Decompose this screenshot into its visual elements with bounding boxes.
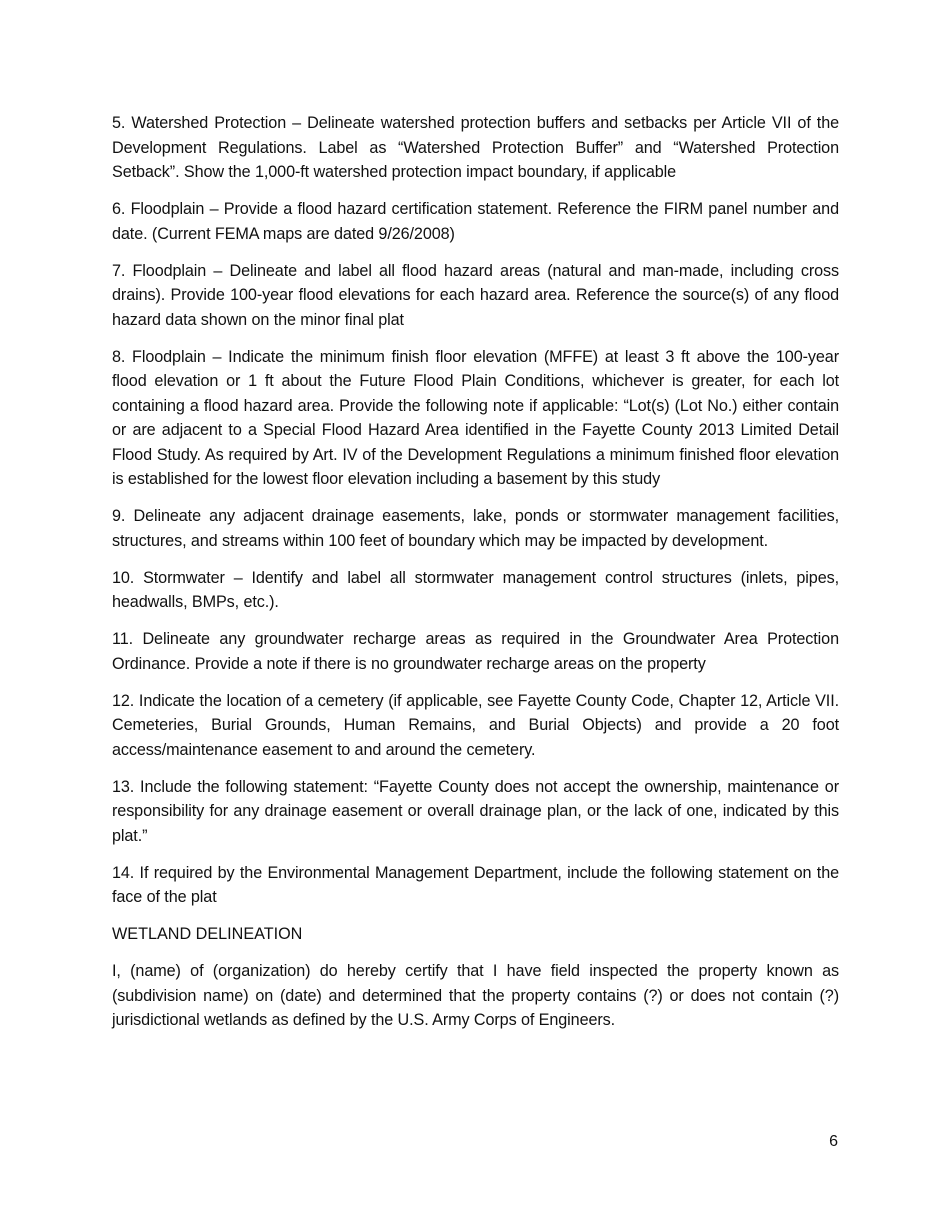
document-body: [112, 111, 839, 1045]
wetland-delineation-heading: WETLAND DELINEATION: [112, 925, 303, 943]
page-number: 6: [829, 1133, 838, 1150]
item-5-watershed-protection: 5. Watershed Protection – Delineate watershed protection buffers and setbacks per Article VII of the Development Regulations. Label as “Watershed Protection Buffer” and “Watershed Protection Setback”. Show the 1,000-ft watershed protection impact boundary, if applicable: [112, 114, 839, 181]
item-12-cemetery: 12. Indicate the location of a cemetery (if applicable, see Fayette County Code, Chapter 12, Article VII. Cemeteries, Burial Grounds, Human Remains, and Burial Objects) and provide a 20 foot access/maintenance easement to and around the cemetery.: [112, 691, 839, 759]
item-7-floodplain-delineation: 7. Floodplain – Delineate and label all flood hazard areas (natural and man-made, including cross drains). Provide 100-year flood elevations for each hazard area. Reference the source(s) of any flood hazard data shown on the minor final plat: [112, 261, 839, 329]
item-14-environmental-statement: 14. If required by the Environmental Management Department, include the following statement on the face of the plat: [112, 863, 839, 906]
wetland-certification-statement: I, (name) of (organization) do hereby certify that I have field inspected the property known as (subdivision name) on (date) and determined that the property contains (?) or does not contain (?) jurisdictional wetlands as defined by the U.S. Army Corps of Engineers.: [112, 962, 839, 1029]
item-6-floodplain-certification: 6. Floodplain – Provide a flood hazard certification statement. Reference the FIRM panel number and date. (Current FEMA maps are dated 9/26/2008): [112, 200, 839, 243]
item-9-drainage-easements: 9. Delineate any adjacent drainage easements, lake, ponds or stormwater management facilities, structures, and streams within 100 feet of boundary which may be impacted by development.: [112, 507, 839, 550]
item-13-county-statement: 13. Include the following statement: “Fayette County does not accept the ownership, maintenance or responsibility for any drainage easement or overall drainage plan, or the lack of one, indicated by this plat.”: [112, 777, 839, 845]
item-8-floodplain-mffe: 8. Floodplain – Indicate the minimum finish floor elevation (MFFE) at least 3 ft above the 100-year flood elevation or 1 ft about the Future Flood Plain Conditions, whichever is greater, for each lot containing a flood hazard area. Provide the following note if applicable: “Lot(s) (Lot No.) either contain or are adjacent to a Special Flood Hazard Area identified in the Fayette County 2013 Limited Detail Flood Study. As required by Art. IV of the Development Regulations a minimum finished floor elevation is established for the lowest floor elevation including a basement by this study: [112, 347, 839, 488]
item-10-stormwater: 10. Stormwater – Identify and label all stormwater management control structures (inlets, pipes, headwalls, BMPs, etc.).: [112, 568, 839, 611]
item-11-groundwater-recharge: 11. Delineate any groundwater recharge areas as required in the Groundwater Area Protection Ordinance. Provide a note if there is no groundwater recharge areas on the property: [112, 630, 839, 673]
